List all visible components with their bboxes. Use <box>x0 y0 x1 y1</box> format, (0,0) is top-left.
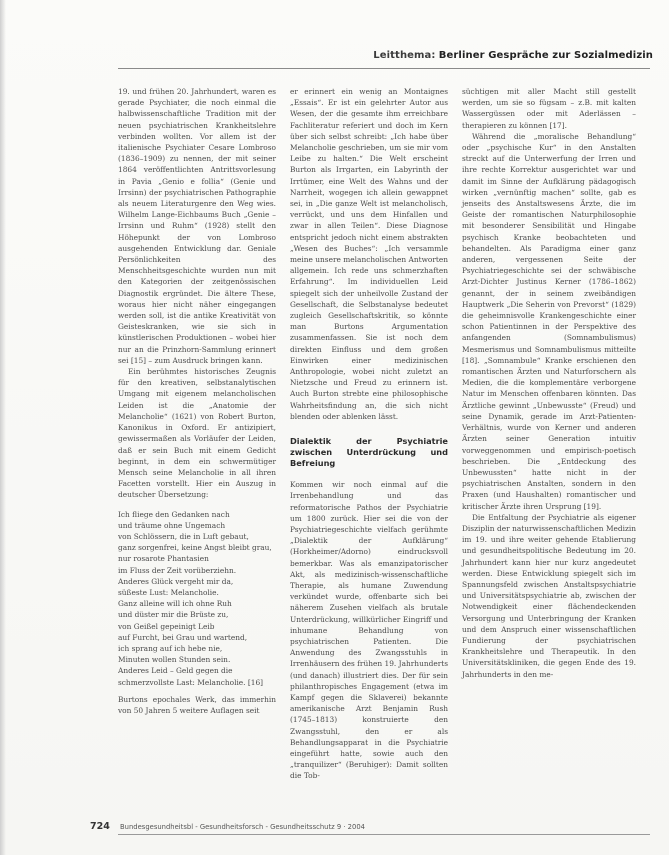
paragraph: Kommen wir noch einmal auf die Irrenbehandlung und das reformatorische Pathos der Psychiatrie um 1800 zurück. Hier sei die von der Psychiatriegeschichte vielfach gerühmte „Dialektik der Aufklärung“ (Horkheimer/Adorno) eindrucksvoll bemerkbar. Was als emanzipatorischer Akt, als medizinisch-wissenschaftliche Therapie, als humane Zuwendung verkündet wurde, offenbarte sich bei näherem Zusehen vielfach als brutale Unterdrückung, willkürlicher Eingriff und inhumane Behandlung von psychiatrischen Patienten. Die Anwendung des Zwangsstuhls in Irrenhäusern des frühen 19. Jahrhunderts (und danach) illustriert dies. Der für sein philanthropisches Engagement (etwa im Kampf gegen die Sklaverei) bekannte amerikanische Arzt Benjamin Rush (1745–1813) konstruierte den Zwangsstuhl, den er als Behandlungsapparat in die Psychiatrie eingeführt hatte, sowie auch den „tranquilizer“ (Beruhiger): Damit sollten die Tob- <box>290 480 448 781</box>
poem-line: von Geißel gepeinigt Leib <box>118 621 215 631</box>
poem-line: süßeste Lust: Melancholie. <box>118 587 219 597</box>
paragraph: er erinnert ein wenig an Montaignes „Essais“. Er ist ein gelehrter Autor aus Wesen, der die gesamte ihm erreichbare Fachliteratur referiert und doch im Kern über sich selbst schreibt: „Ich habe über Melancholie geschrieben, um sie mir vom Leibe zu halten.“ Die Welt erscheint Burton als Irrgarten, ein Labyrinth der Irrtümer, eine Welt des Wahns und der Narrheit, wogegen ich allein gewappnet sei, in „Die ganze Welt ist melancholisch, verrückt, und uns dem Hinfallen und zwar in allen Teilen“. Diese Diagnose entspricht jedoch nicht einem abstrakten „Wesen des Buches“: „Ich versammle meine unsere melancholischen Antworten allgemein. Ich rede uns schmerzhaften Erfahrung“. Im individuellen Leid spiegelt sich der unheilvolle Zustand der Gesellschaft, die Selbstanalyse bedeutet zugleich Gesellschaftskritik, so könnte man Burtons Argumentation zusammenfassen. Sie ist noch dem direkten Einfluss und dem großen Einwirken einer medizinischen Anthropologie, wobei nicht zuletzt an Nietzsche und Freud zu erinnern ist. Auch Burton strebte eine philosophische Wahrheitsfindung an, die sich nicht blenden oder ablenken lässt. <box>290 87 448 421</box>
poem-line: ganz sorgenfrei, keine Angst bleibt grau, <box>118 543 272 553</box>
header-rule <box>118 68 650 69</box>
poem-line: Ganz alleine will ich ohne Ruh <box>118 599 232 609</box>
scan-edge-shadow <box>0 0 6 855</box>
section-heading: Dialektik der Psychiatrie zwischen Unterdrückung und Befreiung <box>290 436 448 469</box>
poem-line: Anderes Glück vergeht mir da, <box>118 576 234 586</box>
paragraph: 19. und frühen 20. Jahrhundert, waren es gerade Psychiater, die noch einmal die halbwissenschaftliche Tradition mit der neuen psychiatrischen Krankheitslehre verbinden wollten. Vor allem ist der italienische Psychiater Cesare Lombroso (1836–1909) zu nennen, der mit seiner 1864 veröffentlichten Antrittsvorlesung in Pavia „Genio e follia“ (Genie und Irrsinn) der psychiatrischen Pathographie als neuem Literaturgenre den Weg wies. Wilhelm Lange-Eichbaums Buch „Genie – Irrsinn und Ruhm“ (1928) stellt den Höhepunkt der von Lombroso ausgehenden Entwicklung dar. Geniale Persönlichkeiten des Menschheitsgeschichte wurden nun mit den Kategorien der zeitgenössischen Diagnostik ergründet. Die ältere These, woraus hier nicht näher eingegangen werden soll, ist die antike Kreativität von Geisteskranken, wie sie sich in künstlerischen Produktionen – wobei hier nur an die Prinzhorn-Sammlung erinnert sei [15] – zum Ausdruck bringen kann. <box>118 87 276 365</box>
poem-line: Anderes Leid – Geld gegen die <box>118 666 233 676</box>
paragraph: Ein berühmtes historisches Zeugnis für den kreativen, selbstanalytischen Umgang mit eigenem melancholischen Leiden ist die „Anatomie der Melancholie“ (1621) von Robert Burton, Kanonikus in Oxford. Er antizipiert, gewissermaßen als Vorläufer der Leiden, daß er sein Buch mit einem Gedicht beginnt, in dem ein schwermütiger Mensch seine Melancholie in all ihren Facetten vorstellt. Hier ein Auszug in deutscher Übersetzung: <box>118 367 276 500</box>
poem-line: nur rosarote Phantasien <box>118 554 209 564</box>
poem-line: und düster mir die Brüste zu, <box>118 610 229 620</box>
footer-rule <box>118 834 650 835</box>
text-column-3 <box>462 86 636 680</box>
header-lead: Leitthema: <box>373 50 436 61</box>
paragraph: Burtons epochales Werk, das immerhin von 50 Jahren 5 weitere Auflagen seit <box>118 694 276 715</box>
poem-line: von Schlössern, die in Luft gebaut, <box>118 531 249 541</box>
poem-line: schmerzvollste Last: Melancholie. [16] <box>118 677 264 687</box>
paragraph: süchtigen mit aller Macht still gestellt werden, um sie so fügsam – z.B. mit kalten Wassergüssen oder mit Aderlässen – therapieren zu können [17]. <box>462 87 636 130</box>
poem-line: im Fluss der Zeit vorüberziehn. <box>118 565 237 575</box>
poem-line: und träume ohne Ungemach <box>118 520 226 530</box>
header-topic: Berliner Gespräche zur Sozialmedizin <box>438 50 653 61</box>
page-footer <box>90 821 365 832</box>
poem-line: Ich fliege den Gedanken nach <box>118 509 230 519</box>
paragraph: Die Entfaltung der Psychiatrie als eigener Disziplin der naturwissenschaftlichen Medizin im 19. und ihre weiter gehende Etablierung und gesundheitspolitische Bedeutung im 20. Jahrhundert kann hier nur kurz angedeutet werden. Diese Entwicklung spiegelt sich im Spannungsfeld zwischen Anstaltspsychiatrie und Universitätspsychiatrie ab, zwischen der Notwendigkeit einer flächendeckenden Versorgung und Unterbringung der Kranken und dem Anspruch einer wissenschaftlichen Fundierung der psychiatrischen Krankheitslehre und Therapeutik. In den Universitätskliniken, die gegen Ende des 19. Jahrhunderts in den me- <box>462 512 636 679</box>
poem-line: auf Furcht, bei Grau und wartend, <box>118 632 248 642</box>
poem-line: ich sprang auf ich hebe nie, <box>118 643 223 653</box>
poem-quote <box>118 509 276 688</box>
text-column-1 <box>118 86 276 716</box>
running-header <box>373 50 653 61</box>
paragraph: Während die „moralische Behandlung“ oder „psychische Kur“ in den Anstalten streckt auf die Unterwerfung der Irren und ihre rechte Korrektur ausgerichtet war und damit im Sinne der Aufklärung pädagogisch wirken „vernünftig machen“ sollte, gab es jenseits des Anstaltswesens Ärzte, die im Geiste der romantischen Naturphilosophie mit besonderer Sensibilität und Hingabe psychisch Kranke beobachteten und behandelten. Als Paradigma einer ganz anderen, vergessenen Seite der Psychiatriegeschichte sei der schwäbische Arzt-Dichter Justinus Kerner (1786–1862) genannt, der in seinem zweibändigen Hauptwerk „Die Seherin von Prevorst“ (1829) die geheimnisvolle Krankengeschichte einer schon Patientinnen in der Perspektive des anfangenden (Somnambulismus) Mesmerismus und Somnambulismus mitteilte [18]. „Somnambule“ Kranke erschienen den romantischen Ärzten und Naturforschern als Medien, die die komplementäre verborgene Natur im Menschen offenbaren könnten. Das Ärztliche gewinnt „Unbewusste“ (Freud) und seine Dynamik, gerade im Arzt-Patienten-Verhältnis, wurde von Kerner und anderen Ärzten seiner Generation intuitiv vorweggenommen und empirisch-poetisch beschrieben. Die „Entdeckung des Unbewussten“ hatte nicht in der psychiatrischen Anstalten, sondern in den Praxen (und Haushalten) romantischer und kritischer Ärzte ihren Ursprung [19]. <box>462 131 636 511</box>
poem-line: Minuten wollen Stunden sein. <box>118 655 231 665</box>
journal-citation: Bundesgesundheitsbl - Gesundheitsforsch - Gesundheitsschutz 9 · 2004 <box>120 823 365 831</box>
text-column-2 <box>290 86 448 782</box>
page-number: 724 <box>90 821 110 832</box>
